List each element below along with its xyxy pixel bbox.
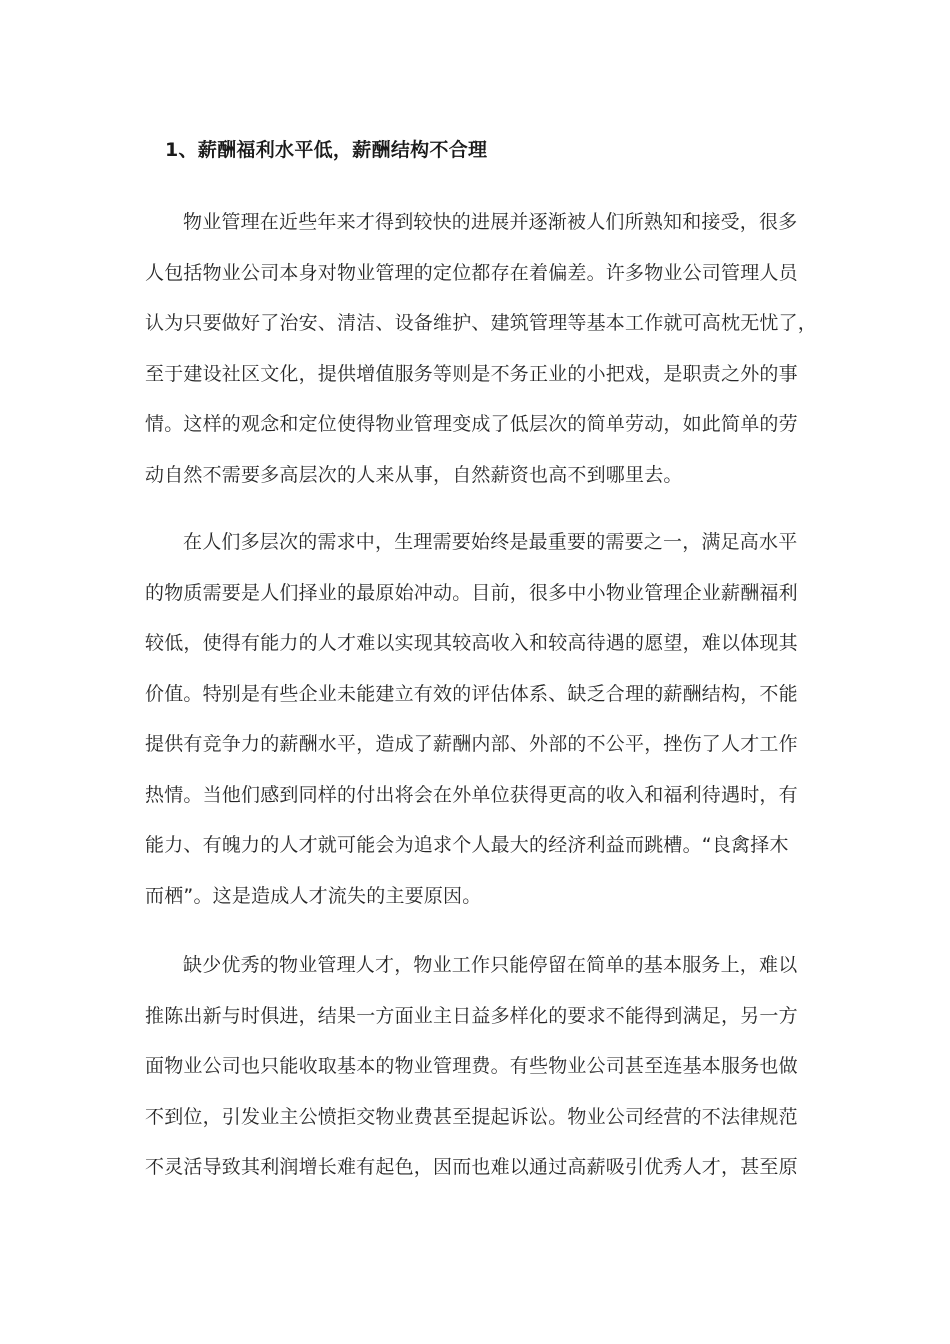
paragraph-line: 提供有竞争力的薪酬水平，造成了薪酬内部、外部的不公平，挫伤了人才工作 xyxy=(145,733,798,755)
paragraph-line: 面物业公司也只能收取基本的物业管理费。有些物业公司甚至连基本服务也做 xyxy=(145,1055,798,1077)
paragraph-line: 缺少优秀的物业管理人才，物业工作只能停留在简单的基本服务上，难以 xyxy=(183,954,798,976)
paragraph-line: 人包括物业公司本身对物业管理的定位都存在着偏差。许多物业公司管理人员 xyxy=(145,261,798,284)
paragraph-line: 情。这样的观念和定位使得物业管理变成了低层次的简单劳动，如此简单的劳 xyxy=(145,413,798,435)
paragraph-line: 能力、有魄力的人才就可能会为追求个人最大的经济利益而跳槽。“良禽择木 xyxy=(145,834,789,856)
paragraph-line: 的物质需要是人们择业的最原始冲动。目前，很多中小物业管理企业薪酬福利 xyxy=(145,581,798,604)
paragraph-line: 较低，使得有能力的人才难以实现其较高收入和较高待遇的愿望，难以体现其 xyxy=(145,632,798,654)
paragraph-line: 而栖”。这是造成人才流失的主要原因。 xyxy=(145,884,482,907)
paragraph-1 xyxy=(145,197,818,500)
paragraph-line: 热情。当他们感到同样的付出将会在外单位获得更高的收入和福利待遇时，有 xyxy=(145,783,798,806)
paragraph-line: 在人们多层次的需求中，生理需要始终是最重要的需要之一，满足高水平 xyxy=(183,531,798,553)
paragraph-line: 不灵活导致其利润增长难有起色，因而也难以通过高薪吸引优秀人才，甚至原 xyxy=(145,1156,798,1178)
paragraph-line: 不到位，引发业主公愤拒交物业费甚至提起诉讼。物业公司经营的不法律规范 xyxy=(145,1105,798,1128)
section-heading: 1、薪酬福利水平低，薪酬结构不合理 xyxy=(165,139,488,161)
paragraph-line: 认为只要做好了治安、清洁、设备维护、建筑管理等基本工作就可高枕无忧了， xyxy=(145,312,818,334)
paragraph-line: 价值。特别是有些企业未能建立有效的评估体系、缺乏合理的薪酬结构，不能 xyxy=(145,682,798,705)
paragraph-line: 物业管理在近些年来才得到较快的进展并逐渐被人们所熟知和接受，很多 xyxy=(183,211,798,233)
paragraph-2 xyxy=(145,517,805,921)
paragraph-line: 至于建设社区文化，提供增值服务等则是不务正业的小把戏，是职责之外的事 xyxy=(145,362,798,385)
paragraph-3 xyxy=(145,940,805,1193)
paragraph-line: 动自然不需要多高层次的人来从事，自然薪资也高不到哪里去。 xyxy=(145,463,683,486)
paragraph-line: 推陈出新与时俱进，结果一方面业主日益多样化的要求不能得到满足，另一方 xyxy=(145,1004,798,1027)
